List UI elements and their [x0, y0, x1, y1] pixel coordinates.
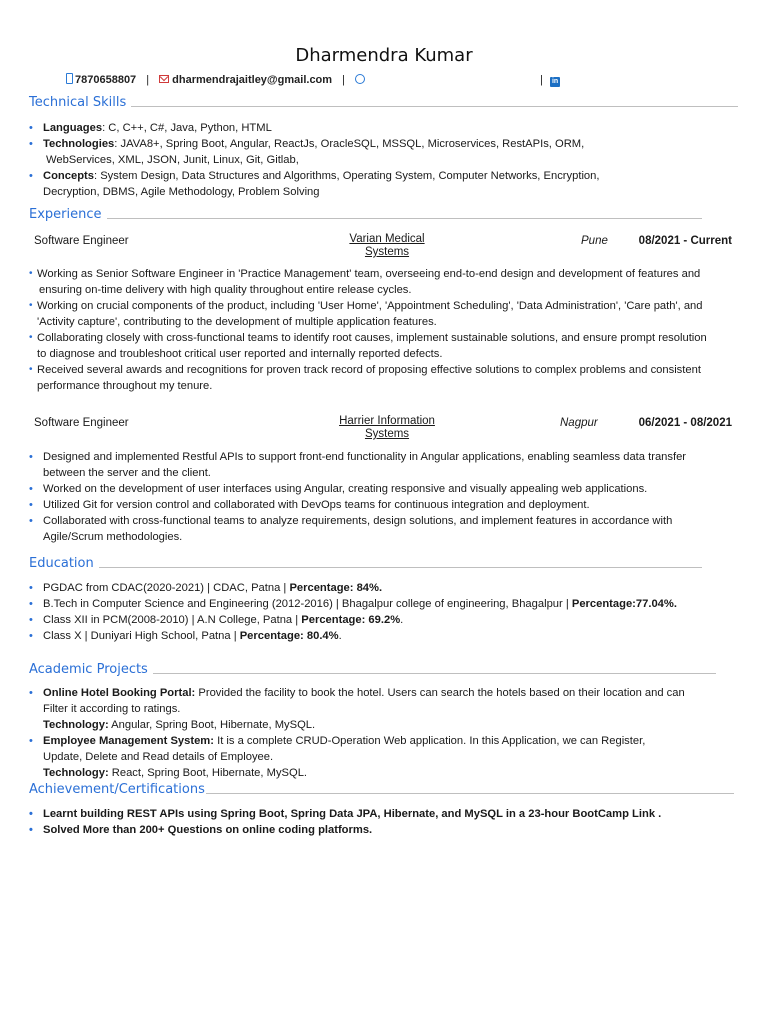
list-item: • Working as Senior Software Engineer in 'Practice Management' team, overseeing end-to-end design and development of features and ensuring on-time delivery with high quality throughout entire release cycles. — [29, 266, 739, 298]
separator: | — [342, 74, 345, 86]
list-item: • Learnt building REST APIs using Spring Boot, Spring Data JPA, Hibernate, and MySQL in a 23-hour BootCamp Link . — [29, 806, 739, 822]
section-heading-academic-projects: Academic Projects — [29, 662, 716, 678]
contact-line — [66, 72, 738, 88]
list-item: • Employee Management System: It is a complete CRUD-Operation Web application. In this Application, we can Register, Update, Delete and Read details of Employee. Technology: React, Spring Boot, Hibernate, MySQL. — [29, 733, 739, 781]
list-item: • Solved More than 200+ Questions on online coding platforms. — [29, 822, 739, 838]
education-list — [29, 580, 739, 644]
list-item: • Concepts: System Design, Data Structures and Algorithms, Operating System, Computer Networks, Encryption, Decryption, DBMS, Agile Methodology, Problem Solving — [29, 168, 669, 200]
achievements-list — [29, 806, 739, 838]
phone-number[interactable]: 7870658807 — [75, 74, 137, 86]
job-title: Software Engineer — [34, 235, 129, 247]
company-name: Varian Medical Systems — [349, 233, 425, 258]
skills-list — [29, 120, 669, 200]
list-item: • Working on crucial components of the product, including 'User Home', 'Appointment Scheduling', 'Data Administration', 'Care path', and 'Activity capture', contributing to the development of multiple application features. — [29, 298, 739, 330]
list-item: • Online Hotel Booking Portal: Provided the facility to book the hotel. Users can search the hotels based on their location and can Filter it according to ratings. Technology: Angular, Spring Boot, Hibernate, MySQL. — [29, 685, 739, 733]
list-item: • Collaborated with cross-functional teams to analyze requirements, design solutions, and implement features in accordance with Agile/Scrum methodologies. — [29, 513, 739, 545]
phone-icon — [66, 73, 73, 84]
list-item: • B.Tech in Computer Science and Engineering (2012-2016) | Bhagalpur college of engineering, Bhagalpur | Percentage:77.04%. — [29, 596, 739, 612]
section-heading-experience: Experience — [29, 207, 702, 223]
list-item: • Utilized Git for version control and collaborated with DevOps teams for continuous integration and deployment. — [29, 497, 739, 513]
job-bullets — [29, 266, 739, 394]
list-item: • Worked on the development of user interfaces using Angular, creating responsive and visually appealing web applications. — [29, 481, 739, 497]
job-header — [34, 415, 732, 445]
separator: | — [146, 74, 150, 86]
list-item: • Class XII in PCM(2008-2010) | A.N College, Patna | Percentage: 69.2%. — [29, 612, 739, 628]
list-item: • Languages: C, C++, C#, Java, Python, HTML — [29, 120, 669, 136]
list-item: • PGDAC from CDAC(2020-2021) | CDAC, Patna | Percentage: 84%. — [29, 580, 739, 596]
list-item: • Received several awards and recognitions for proven track record of proposing effective solutions to complex problems and consistent performance throughout my tenure. — [29, 362, 739, 394]
job-title: Software Engineer — [34, 417, 129, 429]
github-icon[interactable] — [355, 74, 365, 84]
list-item: • Technologies: JAVA8+, Spring Boot, Angular, ReactJs, OracleSQL, MSSQL, Microservices, RestAPIs, ORM, WebServices, XML, JSON, Junit, Linux, Git, Gitlab, — [29, 136, 669, 168]
list-item: • Collaborating closely with cross-functional teams to identify root causes, implement sustainable solutions, and ensure prompt resolution to diagnose and troubleshoot critical user reported and internally reported defects. — [29, 330, 739, 362]
section-heading-education: Education — [29, 556, 702, 572]
email-link[interactable]: dharmendrajaitley@gmail.com — [172, 74, 333, 86]
list-item: • Class X | Duniyari High School, Patna | Percentage: 80.4%. — [29, 628, 739, 644]
job-dates: 08/2021 - Current — [638, 235, 732, 247]
job-dates: 06/2021 - 08/2021 — [638, 417, 732, 429]
resume-name: Dharmendra Kumar — [295, 45, 473, 66]
company-name: Harrier Information Systems — [339, 415, 435, 440]
job-location: Pune — [581, 235, 608, 247]
mail-icon — [159, 75, 169, 83]
section-heading-technical-skills: Technical Skills — [29, 95, 738, 111]
section-heading-achievements: Achievement/Certifications — [29, 782, 734, 798]
separator: | — [540, 74, 544, 86]
linkedin-icon[interactable]: in — [551, 78, 559, 85]
job-bullets — [29, 449, 739, 545]
list-item: • Designed and implemented Restful APIs to support front-end functionality in Angular applications, enabling seamless data transfer between the server and the client. — [29, 449, 739, 481]
job-header — [34, 233, 732, 263]
job-location: Nagpur — [560, 417, 598, 429]
projects-list — [29, 685, 739, 781]
